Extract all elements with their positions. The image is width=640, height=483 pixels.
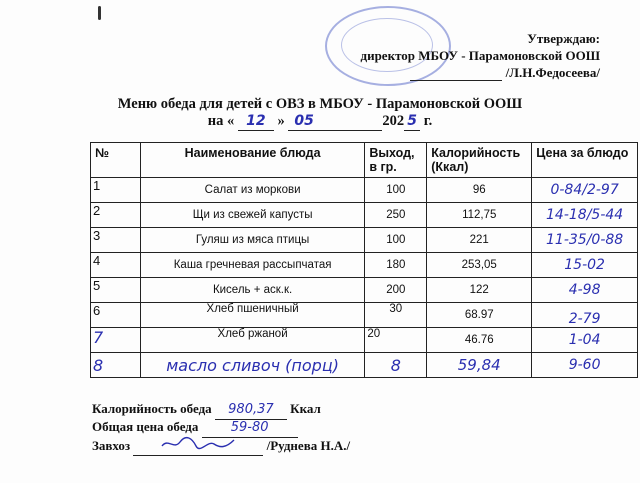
- row-dish: Салат из моркови: [140, 178, 364, 203]
- row-output: 250: [365, 203, 427, 228]
- row-output: 20: [365, 328, 427, 353]
- row-price: 4-98: [532, 278, 638, 303]
- row-calories: 122: [427, 278, 532, 303]
- table-row: [91, 228, 638, 253]
- row-price: 9-60: [532, 353, 638, 378]
- approval-heading: Утверждаю:: [527, 31, 600, 46]
- row-calories: 68.97: [427, 303, 532, 328]
- approval-signature-line: [361, 64, 600, 81]
- row-dish: Щи из свежей капусты: [140, 203, 364, 228]
- date-month: [288, 113, 382, 131]
- row-output: 8: [365, 353, 427, 378]
- ink-mark: [98, 6, 101, 20]
- row-num: 8: [91, 353, 141, 378]
- title-date: [0, 113, 640, 131]
- table-header-row: [91, 143, 638, 178]
- date-day: [238, 113, 274, 131]
- row-calories: 96: [427, 178, 532, 203]
- table-row: [91, 203, 638, 228]
- row-num: 2: [91, 203, 141, 228]
- row-price: 2-79: [532, 303, 638, 328]
- footer-calories: [92, 400, 321, 420]
- footer-manager-label: Завхоз: [92, 438, 131, 453]
- footer-cal-blank: [215, 400, 287, 420]
- date-suffix: г.: [423, 113, 433, 129]
- table-row: [91, 328, 638, 353]
- table-row: [91, 178, 638, 203]
- row-num: 4: [91, 253, 141, 278]
- approval-position: директор МБОУ - Парамоновской ООШ: [360, 48, 600, 63]
- date-month-value: 05: [294, 113, 314, 129]
- row-dish: Хлеб ржаной: [140, 328, 364, 353]
- row-dish: Кисель + аск.к.: [140, 278, 364, 303]
- row-calories: 46.76: [427, 328, 532, 353]
- menu-table: [90, 142, 638, 378]
- table-row: [91, 353, 638, 378]
- header-output: Выход, в гр.: [365, 143, 427, 178]
- table-row: [91, 303, 638, 328]
- row-calories: 112,75: [427, 203, 532, 228]
- row-dish: Гуляш из мяса птицы: [140, 228, 364, 253]
- row-num: 6: [91, 303, 141, 328]
- footer-cal-label: Калорийность обеда: [92, 401, 212, 416]
- approval-director-name: /Л.Н.Федосеева/: [505, 65, 600, 80]
- footer-cal-unit: Ккал: [290, 401, 321, 416]
- row-calories: 59,84: [427, 353, 532, 378]
- row-num: 1: [91, 178, 141, 203]
- row-output: 200: [365, 278, 427, 303]
- signature-blank: [410, 68, 502, 81]
- approval-block: [361, 30, 600, 81]
- row-price: 15-02: [532, 253, 638, 278]
- menu-title: [0, 96, 640, 131]
- date-year-digit: [404, 113, 420, 131]
- table-row: [91, 253, 638, 278]
- date-year-prefix: 202: [382, 113, 405, 129]
- date-open-quote: на «: [207, 113, 235, 129]
- row-output: 180: [365, 253, 427, 278]
- row-output: 100: [365, 228, 427, 253]
- footer-price-blank: [202, 418, 298, 438]
- header-calories: Калорийность (Ккал): [427, 143, 532, 178]
- row-dish: Хлеб пшеничный: [140, 303, 364, 328]
- footer-price-label: Общая цена обеда: [92, 419, 199, 434]
- row-num: 3: [91, 228, 141, 253]
- footer-manager-signature: [133, 436, 263, 456]
- table-row: [91, 278, 638, 303]
- title-line: Меню обеда для детей с ОВЗ в МБОУ - Парамоновской ООШ: [117, 96, 523, 112]
- footer-price-value: 59-80: [230, 420, 269, 435]
- header-price: Цена за блюдо: [532, 143, 638, 178]
- row-dish: Каша гречневая рассыпчатая: [140, 253, 364, 278]
- date-year-digit-value: 5: [407, 113, 417, 129]
- row-price: 0-84/2-97: [532, 178, 638, 203]
- row-calories: 253,05: [427, 253, 532, 278]
- date-close-quote: »: [277, 113, 285, 129]
- row-price: 14-18/5-44: [532, 203, 638, 228]
- row-dish: масло сливоч (порц): [140, 353, 364, 378]
- footer-manager: [92, 436, 350, 456]
- footer-price: [92, 418, 298, 438]
- row-num: 7: [91, 328, 141, 353]
- footer-cal-value: 980,37: [228, 402, 274, 417]
- row-price: 11-35/0-88: [532, 228, 638, 253]
- footer-manager-name: /Руднева Н.А./: [266, 438, 351, 453]
- header-name: Наименование блюда: [140, 143, 364, 178]
- header-num: №: [91, 143, 141, 178]
- row-output: 100: [365, 178, 427, 203]
- handwritten-signature: [158, 436, 238, 450]
- row-price: 1-04: [532, 328, 638, 353]
- row-num: 5: [91, 278, 141, 303]
- date-day-value: 12: [246, 113, 266, 129]
- row-calories: 221: [427, 228, 532, 253]
- row-output: 30: [365, 303, 427, 328]
